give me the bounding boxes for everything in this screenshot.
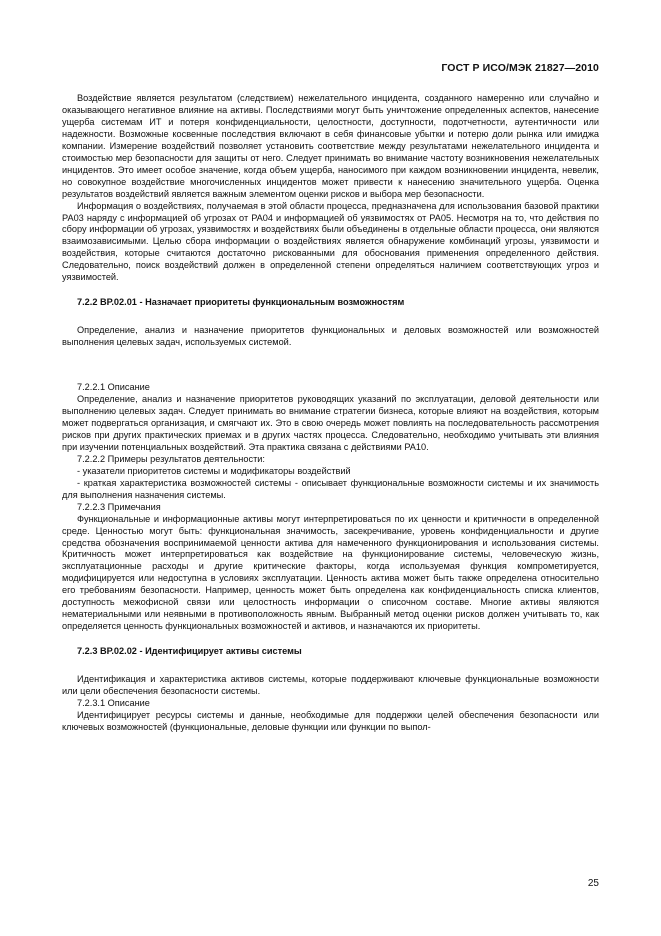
subsection-7-2-2-1: 7.2.2.1 Описание xyxy=(77,382,150,393)
page-number: 25 xyxy=(587,878,599,889)
paragraph-assets-description: Идентифицирует ресурсы системы и данные, необходимые для поддержки целей обеспечения безопасности или ключевых возможностей (функциональные, деловые функции или функции по выпол- xyxy=(62,709,599,732)
list-item-priority-indicators: - указатели приоритетов системы и модификаторы воздействий xyxy=(77,465,351,476)
section-heading-7-2-3: 7.2.3 ВР.02.02 - Идентифицирует активы системы xyxy=(77,646,302,657)
paragraph-prioritize-definition: Определение, анализ и назначение приоритетов функциональных и деловых возможностей или возможностей выполнения целевых задач, используемых системой. xyxy=(62,325,599,348)
paragraph-impact-definition: Воздействие является результатом (следствием) нежелательного инцидента, созданного намеренно или случайно и оказывающего негативное влияние на активы. Последствиями могут быть уничтожение определенных аспектов, нанесение ущерба системам ИТ и потеря конфиденциальности, целостности, доступности, подотчетности, аутентичности или надежности. Возможные косвенные последствия включают в себя финансовые убытки и потерю доли рынка или имиджа компании. Измерение воздействий позволяет установить соответствие между результатами нежелательного инцидента и стоимостью мер безопасности для защиты от него. Следует принимать во внимание частоту возникновения нежелательных инцидентов. Это имеет особое значение, когда объем ущерба, наносимого при каждом возникновении инцидента, невелик, но совокупное воздействие многочисленных инцидентов может привести к нанесению значительного ущерба. Оценка результатов воздействий является важным элементом оценки рисков и выбора мер безопасности. xyxy=(62,93,599,199)
subsection-7-2-3-1: 7.2.3.1 Описание xyxy=(77,697,150,708)
page-content xyxy=(62,93,599,734)
paragraph-impact-information: Информация о воздействиях, получаемая в этой области процесса, предназначена для использования базовой практики PA03 наряду с информацией об угрозах от PA04 и информацией об уязвимостях от PA05. Несмотря на то, что действия по сбору информации об угрозах, уязвимостях и воздействиях были объединены в отдельные области процесса, они являются взаимозависимыми. Целью сбора информации о воздействиях является обнаружение комбинаций угрозы, уязвимости и воздействия, которые считаются достаточно рискованными для обоснования применения определенного действия. Следовательно, поиск воздействий должен в определенной степени определяться наличием соответствующих угроз и уязвимостей. xyxy=(62,200,599,283)
paragraph-prioritize-description: Определение, анализ и назначение приоритетов руководящих указаний по эксплуатации, деловой деятельности или выполнению целевых задач. Следует принимать во внимание стратегии бизнеса, которые влияют на воздействия, которым может подвергаться организация, и смягчают их. Это в свою очередь может повлиять на последовательность рассмотрения рисков при других практических приемах и в других частях процесса. Следовательно, необходимо учитывать эти влияния при изучении потенциальных воздействий. Эта практика связана с действиями PA10. xyxy=(62,394,599,452)
subsection-7-2-2-3: 7.2.2.3 Примечания xyxy=(77,501,161,512)
paragraph-assets-definition: Идентификация и характеристика активов системы, которые поддерживают ключевые функциональные возможности или цели обеспечения безопасности системы. xyxy=(62,674,599,697)
section-heading-7-2-2: 7.2.2 ВР.02.01 - Назначает приоритеты функциональным возможностям xyxy=(77,297,405,308)
list-item-capability-summary: - краткая характеристика возможностей системы - описывает функциональные возможности системы и их значимость для выполнения назначения системы. xyxy=(62,477,599,500)
subsection-7-2-2-2: 7.2.2.2 Примеры результатов деятельности: xyxy=(77,453,265,464)
paragraph-notes: Функциональные и информационные активы могут интерпретироваться по их ценности и критичности в определенной среде. Ценностью могут быть: функциональная значимость, засекречивание, уровень конфиденциальности и другие средства обозначения воспринимаемой ценности актива для намеченного функционирования и использования системы. Критичность может интерпретироваться как воздействие на функционирование системы, человеческую жизнь, эксплуатационные расходы и другие критические факторы, когда используемая функция компрометируется, модифицируется или недоступна в условиях эксплуатации. Ценность актива может быть также определена относительно его требованиям безопасности. Например, ценность может быть определена как конфиденциальность списка клиентов, доступность межофисной связи или целостность информации о списочном составе. Многие активы являются нематериальными или неявными в противоположность явным. Выбранный метод оценки рисков должен учитывать то, как определяется ценность функциональных возможностей и активов, и назначаются их приоритеты. xyxy=(62,513,599,632)
document-header: ГОСТ Р ИСО/МЭК 21827—2010 xyxy=(441,62,599,74)
